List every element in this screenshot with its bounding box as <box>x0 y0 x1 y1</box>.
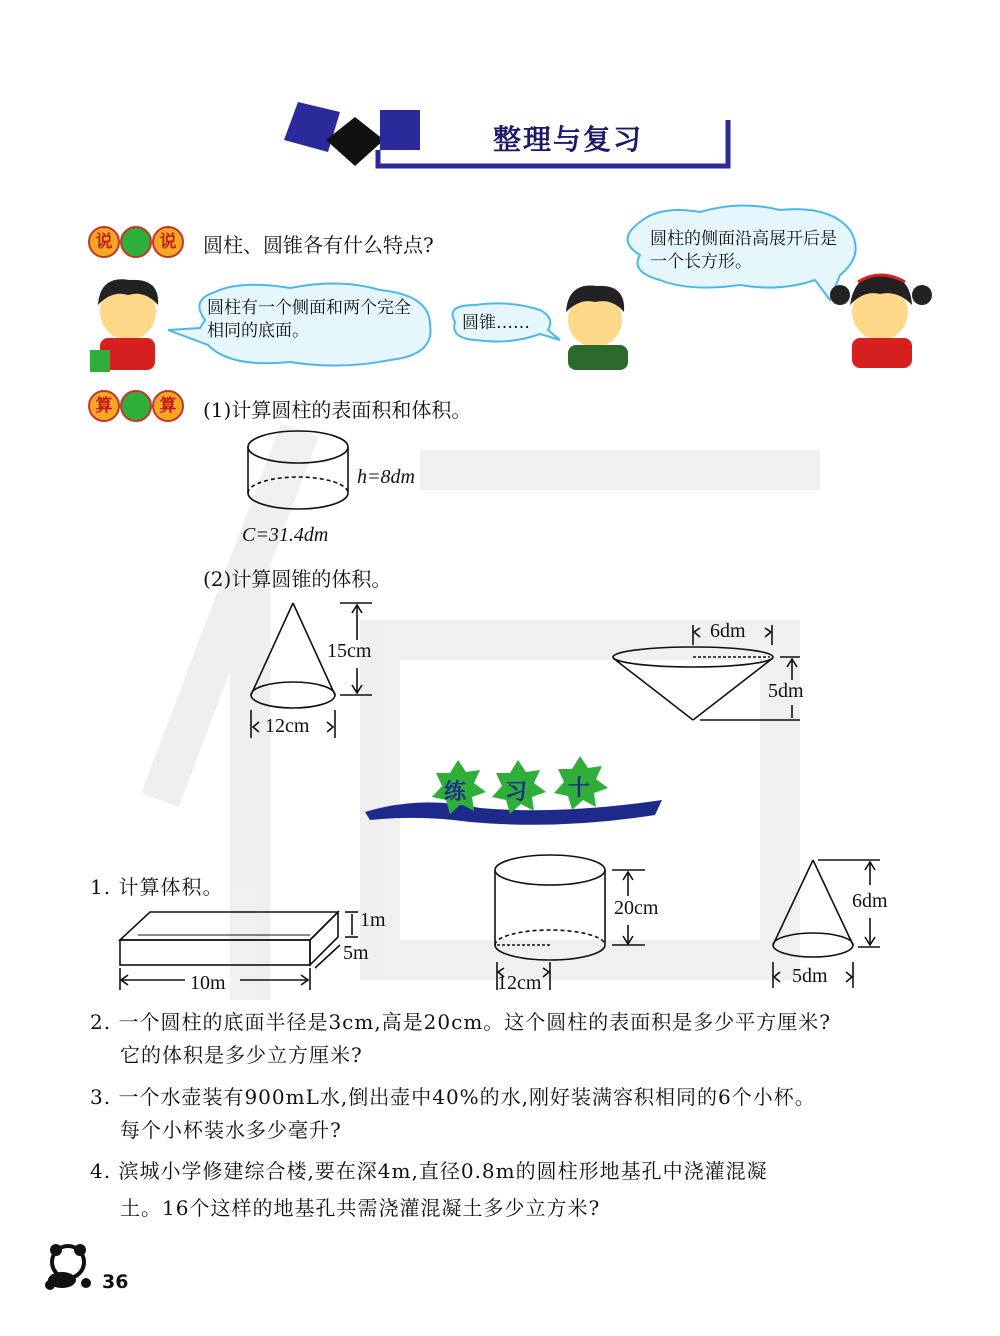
exercise-q1: 1. 计算体积。 <box>90 875 224 899</box>
badge-char: 算 <box>88 390 120 422</box>
calc-badge <box>88 390 184 422</box>
exercise-q4-line2: 土。16个这样的地基孔共需浇灌混凝土多少立方米? <box>120 1196 601 1220</box>
badge-char: 一 <box>120 390 152 422</box>
cone1-diameter-label: 12cm <box>265 715 310 737</box>
talk-badge <box>88 226 184 258</box>
exercise-q3-line2: 每个小杯装水多少毫升? <box>120 1118 342 1142</box>
cone3-height-label: 6dm <box>852 890 888 912</box>
exercise-q2-line2: 它的体积是多少立方厘米? <box>120 1043 363 1067</box>
cone2-radius-label: 6dm <box>710 620 746 642</box>
cylinder-circumference-label: C=31.4dm <box>242 524 329 546</box>
calc-q1: (1)计算圆柱的表面积和体积。 <box>203 398 472 422</box>
cylinder2-height-label: 20cm <box>614 897 659 919</box>
talk-question: 圆柱、圆锥各有什么特点? <box>203 233 434 257</box>
cone2-height-label: 5dm <box>768 680 804 702</box>
exercise-q3-line1: 3. 一个水壶装有900mL水,倒出壶中40%的水,刚好装满容积相同的6个小杯。 <box>90 1085 816 1109</box>
panda-logo-icon <box>45 1244 91 1290</box>
girl-right-illustration <box>830 275 932 368</box>
boy-left-illustration <box>90 279 158 372</box>
badge-char: 算 <box>152 390 184 422</box>
bubble-middle-text: 圆锥…… <box>462 313 530 333</box>
badge-char: 说 <box>88 226 120 258</box>
bubble-left-text: 圆柱有一个侧面和两个完全相同的底面。 <box>207 298 411 341</box>
exercise-q4-line1: 4. 滨城小学修建综合楼,要在深4m,直径0.8m的圆柱形地基孔中浇灌混凝 <box>90 1159 768 1183</box>
boy-middle-illustration <box>566 286 628 370</box>
cylinder-height-label: h=8dm <box>357 466 415 488</box>
banner-char: 十 <box>568 776 591 801</box>
banner-char: 习 <box>505 780 528 805</box>
calc-q2: (2)计算圆锥的体积。 <box>203 567 392 591</box>
badge-char: 说 <box>152 226 184 258</box>
watermark <box>160 430 820 1000</box>
cone1-height-label: 15cm <box>327 640 372 662</box>
cone3-diameter-label: 5dm <box>792 965 828 987</box>
bubble-right-text: 圆柱的侧面沿高展开后是一个长方形。 <box>650 229 837 272</box>
exercise-q2-line1: 2. 一个圆柱的底面半径是3cm,高是20cm。这个圆柱的表面积是多少平方厘米? <box>90 1010 832 1034</box>
banner-char: 练 <box>444 780 467 805</box>
page-number: 36 <box>102 1271 129 1293</box>
cylinder2-diameter-label: 12cm <box>497 972 542 994</box>
box-height-label: 1m <box>360 909 386 931</box>
box-length-label: 10m <box>190 972 226 994</box>
badge-char: 一 <box>120 226 152 258</box>
box-width-label: 5m <box>343 942 369 964</box>
page-title: 整理与复习 <box>493 123 644 156</box>
